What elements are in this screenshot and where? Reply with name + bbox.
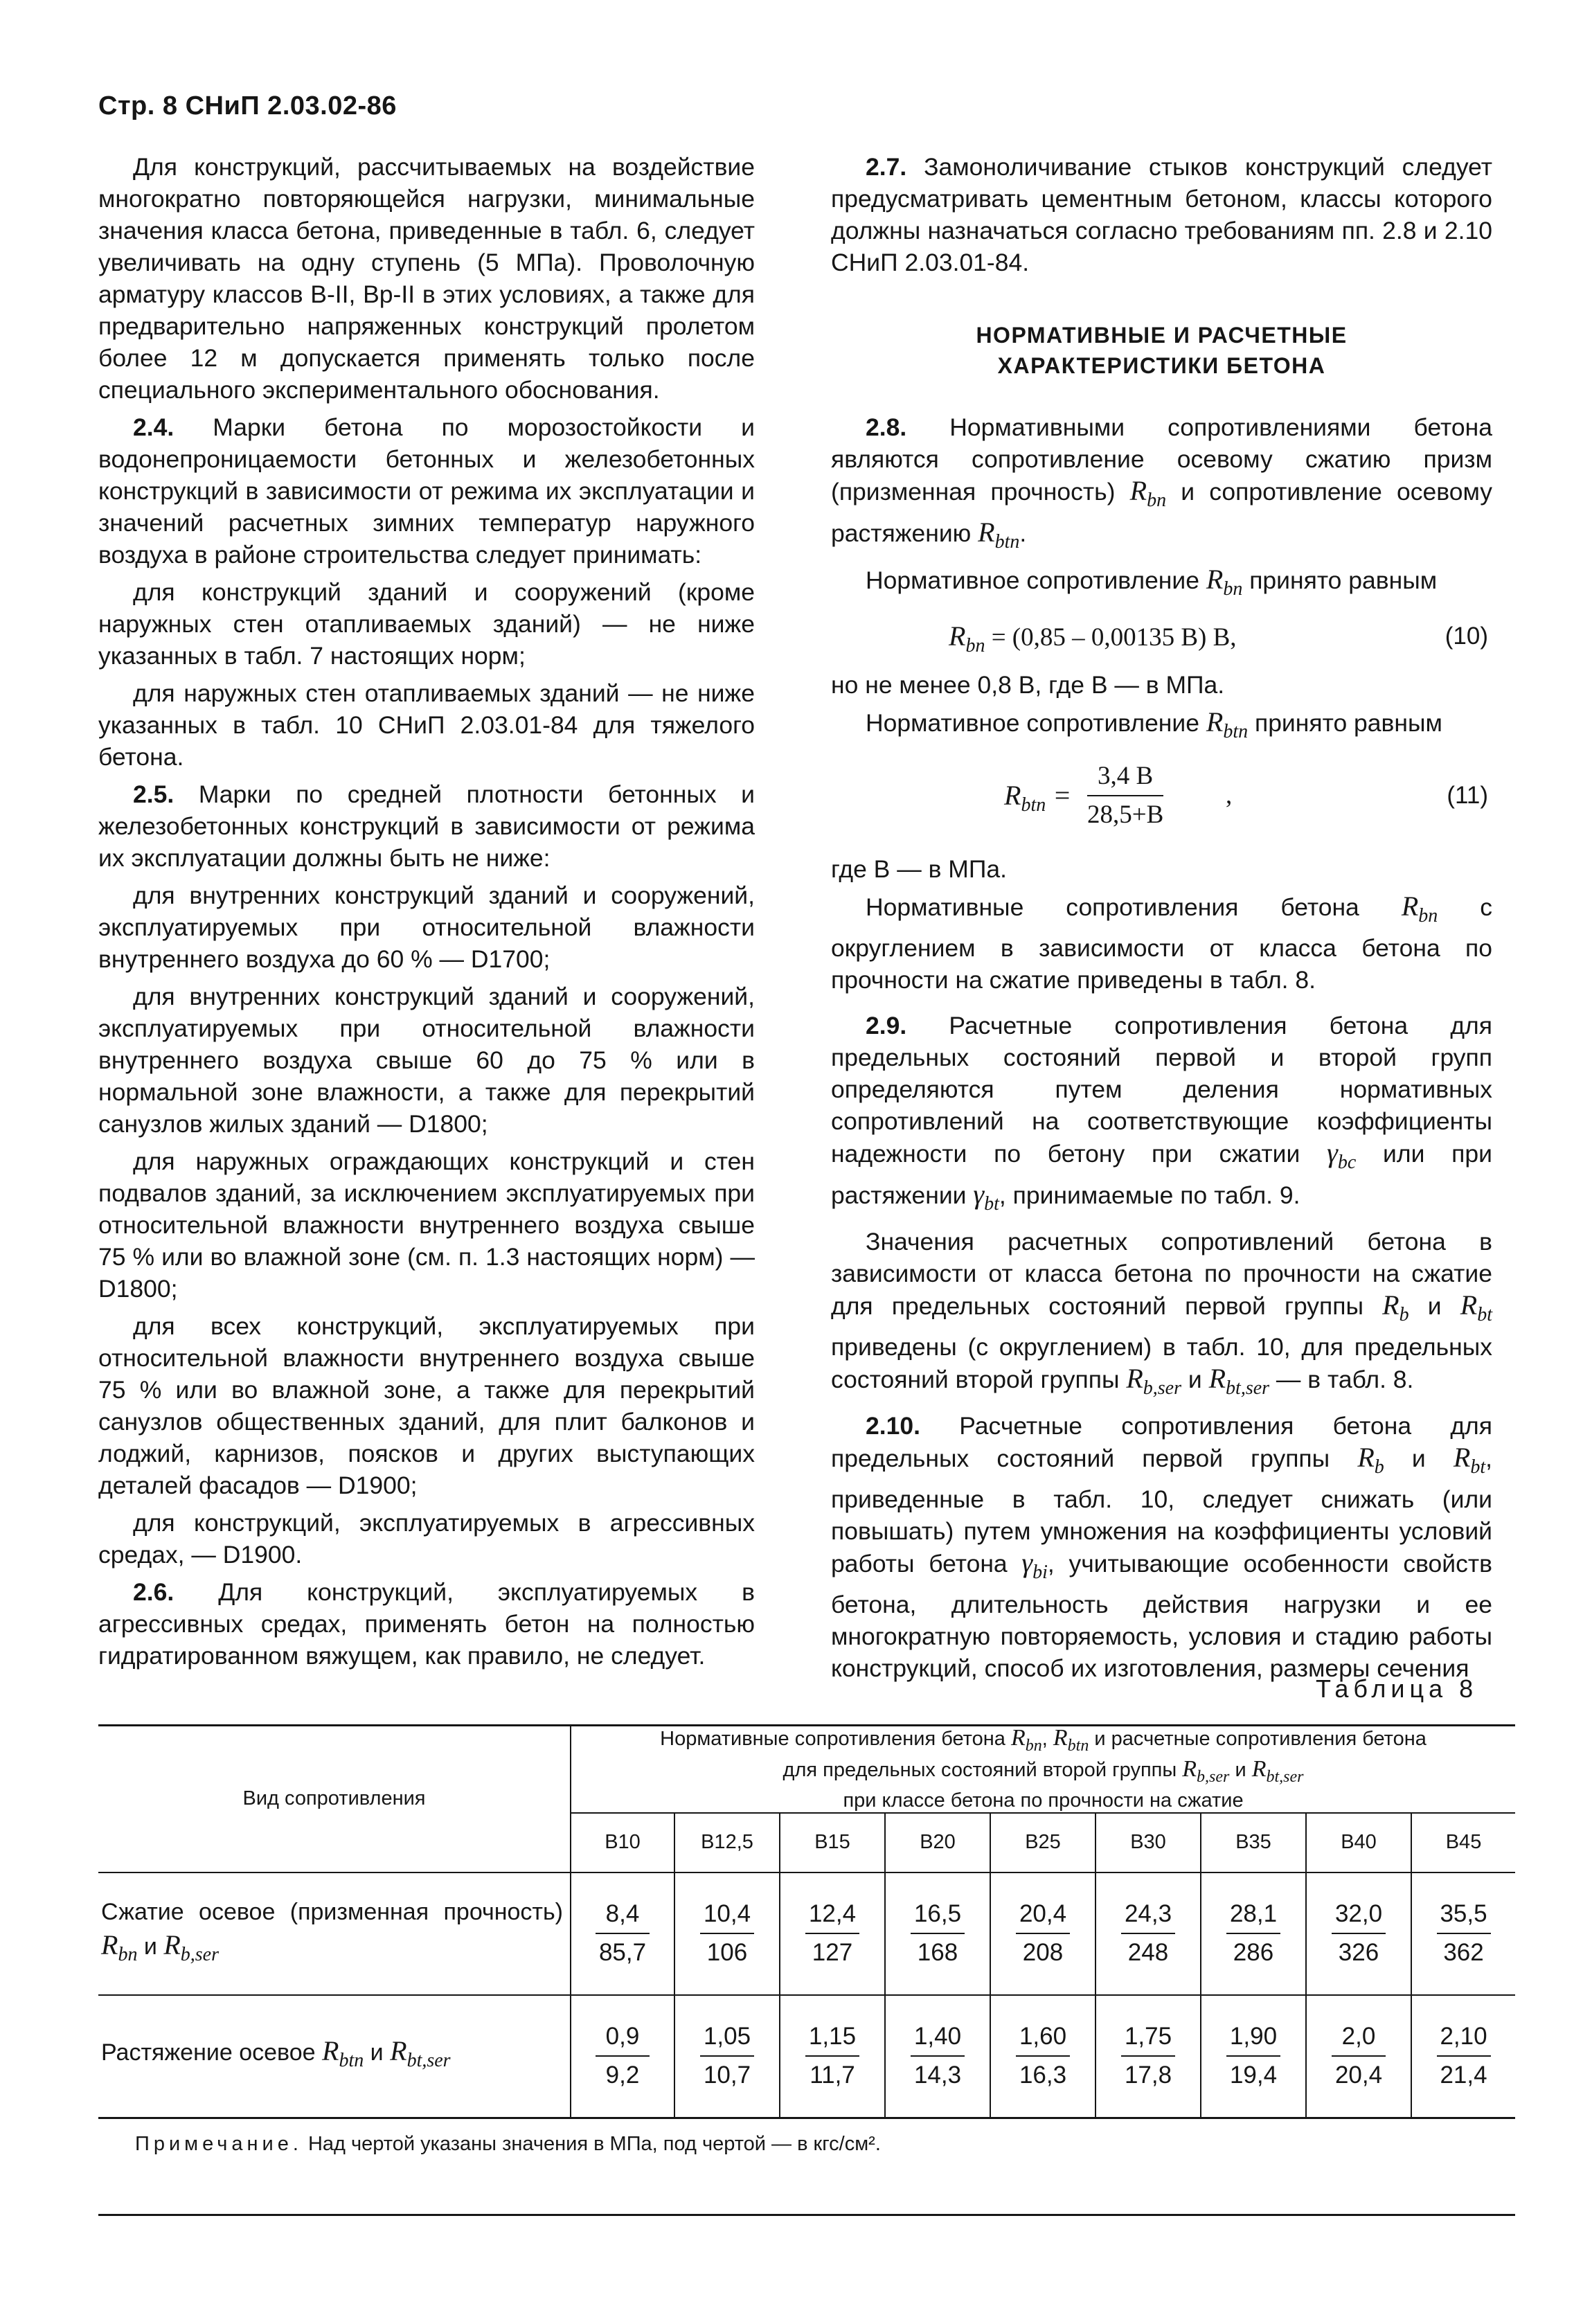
clause-2-6 [98, 1576, 755, 1672]
clause-2-10: 2.10. Расчетные сопротивления бетона для предельных состояний первой группы $R_b$ и $R_{bt}$, приведенные в табл. 10, следует снижать (или повышать) путем умножения на коэффициенты условий работы бетона $\gamma_{bi}$, учитывающие особенности свойств бетона, длительность действия нагрузки и ее многократную повторяемость, условия и стадию работы конструкций, способ их изготовления, размеры сечения [831, 1412, 1492, 1682]
formula-number: (10) [1445, 623, 1488, 650]
page-header: Стр. 8 СНиП 2.03.02-86 [98, 91, 397, 120]
symbol-gamma-bi: $\gamma_{bi}$ [1021, 1547, 1048, 1583]
left-column [98, 151, 755, 1677]
formula-number: (11) [1447, 782, 1488, 809]
symbol-rbtser: $R_{bt,ser}$ [1208, 1363, 1270, 1399]
class-header: В20 [885, 1813, 990, 1872]
table-cell: 1,05 10,7 [674, 1995, 780, 2118]
paragraph: для конструкций зданий и сооружений (кроме наружных стен отапливаемых зданий) — не ниже указанных в табл. 7 настоящих норм; [98, 578, 755, 670]
table-note [135, 2133, 881, 2156]
paragraph: для наружных ограждающих конструкций и стен подвалов зданий, за исключением эксплуатируемых при относительной влажности внутреннего воздуха свыше 75 % или во влажной зоне (см. п. 1.3 настоящих норм) — D1800; [98, 1147, 755, 1303]
fraction-denominator: 28,5+В [1087, 801, 1164, 829]
clause-text: Марки бетона по морозостойкости и водонепроницаемости бетонных и железобетонных конструкций в зависимости от режима их эксплуатации и значений расчетных зимних температур наружного воздуха в районе строительства следует принимать: [98, 413, 755, 569]
class-header: В10 [571, 1813, 674, 1872]
note-lead: Примечание. [135, 2133, 303, 2155]
clause-text: Нормативными сопротивлениями бетона являются сопротивление осевому сжатию призм (призменная прочность) [831, 413, 1492, 506]
table-cell: 10,4 106 [674, 1872, 780, 1995]
table-cell: 35,5 362 [1411, 1872, 1515, 1995]
paragraph: Для конструкций, рассчитываемых на воздействие многократно повторяющейся нагрузки, минимальные значения класса бетона, приведенные в табл. 6, следует увеличивать на одну ступень (5 МПа). Проволочную арматуру классов В-II, Вр-II в этих условиях, а также для предварительно напряженных конструкций пролетом более 12 м допускается применять только после специального экспериментального обоснования. [98, 153, 755, 404]
column-header-type: Вид сопротивления [98, 1726, 571, 1872]
paragraph: для конструкций, эксплуатируемых в агрессивных средах, — D1900. [98, 1509, 755, 1568]
heading-line: ХАРАКТЕРИСТИКИ БЕТОНА [997, 353, 1326, 378]
class-header: В35 [1201, 1813, 1306, 1872]
clause-number: 2.9. [866, 1012, 907, 1039]
table-caption: Таблица 8 [1316, 1674, 1478, 1703]
column-header-values: Нормативные сопротивления бетона $R_{bn}$, $R_{btn}$ и расчетные сопротивления бетона для предельных состояний второй группы $R_{b,ser}$ и $R_{bt,ser}$ при классе бетона по прочности на сжатие [571, 1726, 1515, 1813]
paragraph: для всех конструкций, эксплуатируемых при относительной влажности внутреннего воздуха свыше 75 % или во влажной зоне, а также для перекрытий санузлов общественных зданий, для плит балконов и лоджий, карнизов, поясков и других выступающих деталей фасадов — D1900; [98, 1312, 755, 1499]
formula-tail: , [1226, 781, 1233, 810]
table-cell: 1,60 16,3 [990, 1995, 1095, 2118]
clause-2-5 [98, 778, 755, 874]
formula-10 [831, 615, 1492, 656]
clause-2-8: 2.8. Нормативными сопротивлениями бетона являются сопротивление осевому сжатию призм (призменная прочность) $R_{bn}$ и сопротивление осевому растяжению $R_{btn}$. [831, 413, 1492, 553]
row-label: Сжатие осевое (призменная прочность) $R_{bn}$ и $R_{b,ser}$ [98, 1872, 571, 1995]
class-header: В45 [1411, 1813, 1515, 1872]
table-cell: 12,4 127 [780, 1872, 885, 1995]
clause-text: Замоноличивание стыков конструкций следует предусматривать цементным бетоном, классы которого должны назначаться согласно требованиям пп. 2.8 и 2.10 СНиП 2.03.01-84. [831, 153, 1492, 276]
table-cell: 1,75 17,8 [1095, 1995, 1201, 2118]
paragraph: для внутренних конструкций зданий и сооружений, эксплуатируемых при относительной влажности внутреннего воздуха до 60 % — D1700; [98, 882, 755, 973]
bottom-rule [98, 2214, 1515, 2216]
table-cell: 16,5 168 [885, 1872, 990, 1995]
symbol-gamma-bc: $\gamma_{bc}$ [1327, 1137, 1357, 1173]
table-cell: 8,4 85,7 [571, 1872, 674, 1995]
symbol-rbtn: $R_{btn}$ [1206, 706, 1249, 742]
table-cell: 2,10 21,4 [1411, 1995, 1515, 2118]
clause-number: 2.5. [133, 780, 175, 808]
symbol-rbt: $R_{bt}$ [1460, 1289, 1492, 1325]
clause-2-9: 2.9. Расчетные сопротивления бетона для предельных состояний первой и второй групп определяются путем деления нормативных сопротивлений на соответствующие коэффициенты надежности по бетону при сжатии $\gamma_{bc}$ или при растяжении $\gamma_{bt}$, принимаемые по табл. 9. [831, 1012, 1492, 1215]
clause-number: 2.10. [866, 1412, 920, 1440]
paragraph: но не менее 0,8 В, где В — в МПа. [831, 671, 1225, 699]
paragraph: Значения расчетных сопротивлений бетона в зависимости от класса бетона по прочности на сжатие для предельных состояний первой группы $R_b$ и $R_{bt}$ приведены (с округлением) в табл. 10, для предельных состояний второй группы $R_{b,ser}$ и $R_{bt,ser}$ — в табл. 8. [831, 1228, 1492, 1399]
table-cell: 28,1 286 [1201, 1872, 1306, 1995]
formula-11 [831, 758, 1492, 841]
table-cell: 24,3 248 [1095, 1872, 1201, 1995]
clause-number: 2.8. [866, 413, 907, 441]
class-header: В30 [1095, 1813, 1201, 1872]
clause-text: Марки по средней плотности бетонных и железобетонных конструкций в зависимости от режима их эксплуатации должны быть не ниже: [98, 780, 755, 872]
symbol-rb: $R_b$ [1357, 1442, 1384, 1478]
row-label: Растяжение осевое $R_{btn}$ и $R_{bt,ser}$ [98, 1995, 571, 2118]
symbol-rbn: $R_{bn}$ [1401, 891, 1438, 927]
clause-number: 2.7. [866, 153, 907, 181]
formula-fraction [1087, 758, 1163, 834]
table-cell: 20,4 208 [990, 1872, 1095, 1995]
paragraph: где В — в МПа. [831, 855, 1007, 883]
formula-expression: $R_{bn} = (0,85 - 0,00135$ В) В, [949, 620, 1237, 656]
class-header: В25 [990, 1813, 1095, 1872]
class-header: В40 [1306, 1813, 1411, 1872]
heading-line: НОРМАТИВНЫЕ И РАСЧЕТНЫЕ [976, 323, 1348, 348]
clause-number: 2.6. [133, 1578, 175, 1606]
clause-number: 2.4. [133, 413, 175, 441]
paragraph: Нормативные сопротивления бетона $R_{bn}$ с округлением в зависимости от класса бетона по прочности на сжатие приведены в табл. 8. [831, 891, 1492, 994]
paragraph: Нормативное сопротивление $R_{bn}$ принято равным [866, 564, 1438, 600]
note-text: Над чертой указаны значения в МПа, под чертой — в кгс/см². [307, 2133, 881, 2155]
symbol-rbt: $R_{bt}$ [1453, 1442, 1486, 1478]
symbol-rbtn: $R_{btn}$ [978, 517, 1020, 553]
table-cell: 1,15 11,7 [780, 1995, 885, 2118]
table-cell: 1,40 14,3 [885, 1995, 990, 2118]
clause-text: Для конструкций, эксплуатируемых в агрессивных средах, применять бетон на полностью гидратированном вяжущем, как правило, не следует. [98, 1578, 755, 1670]
table-row [98, 1995, 1515, 2118]
class-header: В15 [780, 1813, 885, 1872]
table-cell: 1,90 19,4 [1201, 1995, 1306, 2118]
paragraph: Нормативное сопротивление $R_{btn}$ принято равным [866, 706, 1442, 742]
section-heading [831, 320, 1492, 381]
symbol-rbn: $R_{bn}$ [1206, 564, 1243, 600]
clause-text: и сопротивление осевому растяжению [831, 478, 1492, 547]
table-header-row [98, 1726, 1515, 1813]
table-cell: 2,0 20,4 [1306, 1995, 1411, 2118]
fraction-numerator: 3,4 В [1087, 758, 1163, 796]
class-header: В12,5 [674, 1813, 780, 1872]
right-column [831, 151, 1492, 1690]
table-cell: 0,9 9,2 [571, 1995, 674, 2118]
symbol-gamma-bt: $\gamma_{bt}$ [973, 1179, 999, 1215]
clause-2-7 [831, 151, 1492, 278]
table-8 [98, 1724, 1515, 2119]
clause-2-4 [98, 411, 755, 571]
symbol-rbser: $R_{b,ser}$ [1126, 1363, 1182, 1399]
symbol-rbn: $R_{bn}$ [1129, 475, 1167, 511]
paragraph: для внутренних конструкций зданий и сооружений, эксплуатируемых при относительной влажности внутреннего воздуха свыше 60 до 75 % или в нормальной зоне влажности, а также для перекрытий санузлов жилых зданий — D1800; [98, 983, 755, 1138]
table-cell: 32,0 326 [1306, 1872, 1411, 1995]
table-row [98, 1872, 1515, 1995]
formula-lhs: $R_{btn}$ = [1004, 780, 1072, 816]
symbol-rb: $R_b$ [1382, 1289, 1409, 1325]
paragraph: для наружных стен отапливаемых зданий — не ниже указанных в табл. 10 СНиП 2.03.01-84 для тяжелого бетона. [98, 679, 755, 771]
